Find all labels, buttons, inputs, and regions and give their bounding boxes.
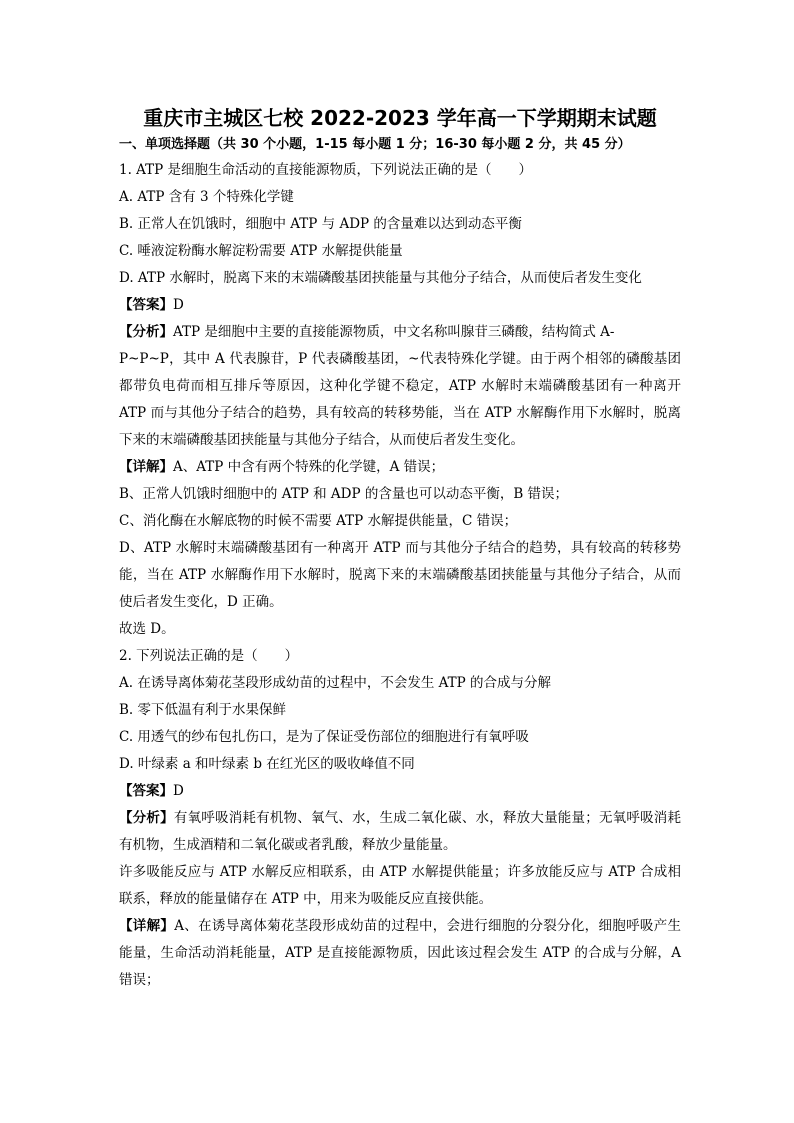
detail-line [119, 454, 681, 481]
detail-a: A、在诱导离体菊花茎段形成幼苗的过程中，会进行细胞的分裂分化，细胞呼吸产生能量，生命活动消耗能量，ATP 是直接能源物质，因此该过程会发生 ATP 的合成与分解，A 错误； [119, 918, 682, 988]
detail-b: B、正常人饥饿时细胞中的 ATP 和 ADP 的含量也可以动态平衡，B 错误； [119, 486, 569, 502]
document-page [119, 103, 681, 994]
analysis-paragraph [119, 805, 681, 859]
analysis-text-2: P~P~P，其中 A 代表腺苷，P 代表磷酸基团，~代表特殊化学键。由于两个相邻的磷酸基团都带负电荷而相互排斥等原因，这种化学键不稳定，ATP 水解时末端磷酸基团有一种离开 ATP 而与其他分子结合的趋势，具有较高的转移势能，当在 ATP 水解酶作用下水解时，脱离下来的末端磷酸基团挟能量与其他分子结合，从而使后者发生变化。 [119, 351, 681, 448]
answer-tag: 【答案】 [119, 783, 173, 799]
detail-tag: 【详解】 [119, 918, 175, 934]
analysis-text-2: 许多吸能反应与 ATP 水解反应相联系，由 ATP 水解提供能量；许多放能反应与 ATP 合成相联系，释放的能量储存在 ATP 中，用来为吸能反应直接供能。 [119, 864, 681, 907]
detail-d: D、ATP 水解时末端磷酸基团有一种离开 ATP 而与其他分子结合的趋势，具有较高的转移势能，当在 ATP 水解酶作用下水解时，脱离下来的末端磷酸基团挟能量与其他分子结合，从而使后者发生变化，D 正确。 [119, 540, 681, 610]
question-stem: 2. 下列说法正确的是（ ） [119, 648, 299, 664]
question-1 [119, 157, 681, 643]
detail-tag: 【详解】 [119, 459, 173, 475]
detail-c: C、消化酶在水解底物的时候不需要 ATP 水解提供能量，C 错误； [119, 513, 518, 529]
option-a: A. 在诱导离体菊花茎段形成幼苗的过程中，不会发生 ATP 的合成与分解 [119, 675, 552, 691]
answer-line [119, 292, 681, 319]
analysis-text: 有氧呼吸消耗有机物、氧气、水，生成二氧化碳、水，释放大量能量；无氧呼吸消耗有机物，生成酒精和二氧化碳或者乳酸，释放少量能量。 [119, 810, 682, 853]
detail-paragraph [119, 913, 681, 994]
answer-value: D [173, 783, 184, 799]
option-d: D. 叶绿素 a 和叶绿素 b 在红光区的吸收峰值不同 [119, 756, 415, 772]
option-c: C. 唾液淀粉酶水解淀粉需要 ATP 水解提供能量 [119, 243, 403, 259]
option-b: B. 正常人在饥饿时，细胞中 ATP 与 ADP 的含量难以达到动态平衡 [119, 216, 522, 232]
option-b: B. 零下低温有利于水果保鲜 [119, 702, 287, 718]
option-c: C. 用透气的纱布包扎伤口，是为了保证受伤部位的细胞进行有氧呼吸 [119, 729, 529, 745]
answer-value: D [173, 297, 184, 313]
conclusion: 故选 D。 [119, 621, 175, 637]
analysis-text-1: ATP 是细胞中主要的直接能源物质，中文名称叫腺苷三磷酸，结构简式 A- [173, 324, 615, 340]
answer-tag: 【答案】 [119, 297, 173, 313]
answer-line [119, 778, 681, 805]
section-heading: 一、单项选择题（共 30 个小题，1-15 每小题 1 分；16-30 每小题 2 分，共 45 分） [119, 137, 631, 152]
analysis-tag: 【分析】 [119, 324, 173, 340]
question-2 [119, 643, 681, 994]
option-a: A. ATP 含有 3 个特殊化学键 [119, 189, 294, 205]
option-d: D. ATP 水解时，脱离下来的末端磷酸基团挟能量与其他分子结合，从而使后者发生变化 [119, 270, 642, 286]
question-stem: 1. ATP 是细胞生命活动的直接能源物质，下列说法正确的是（ ） [119, 162, 533, 178]
analysis-tag: 【分析】 [119, 810, 174, 826]
analysis-line [119, 319, 681, 346]
detail-a: A、ATP 中含有两个特殊的化学键，A 错误； [173, 459, 445, 475]
document-title: 重庆市主城区七校 2022-2023 学年高一下学期期末试题 [143, 106, 657, 130]
